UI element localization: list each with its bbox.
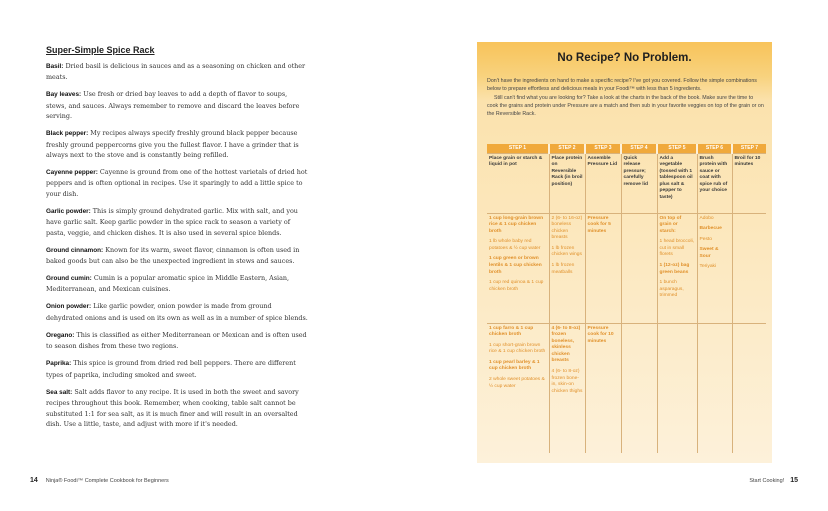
combination-option: Pressure cook for 10 minutes bbox=[587, 325, 614, 344]
combination-option: 1 lb frozen chicken wings bbox=[551, 245, 582, 258]
spice-description: Dried basil is delicious in sauces and as a seasoning on chicken and other meats. bbox=[46, 62, 306, 82]
combination-option: 1 head broccoli, cut in small florets bbox=[659, 239, 695, 258]
spice-description: This is classified as either Mediterranean or Mexican and is often used to season dishes from these two regions. bbox=[46, 330, 307, 351]
spice-name: Paprika: bbox=[46, 360, 72, 368]
spice-name: Black pepper: bbox=[46, 130, 89, 138]
step-header: STEP 5 bbox=[657, 144, 697, 153]
spice-entry bbox=[46, 206, 308, 238]
spice-name: Ground cumin: bbox=[46, 275, 92, 283]
book-title-footer: Ninja® Foodi™ Complete Cookbook for Beginners bbox=[45, 478, 169, 484]
spice-name: Cayenne pepper: bbox=[46, 169, 98, 177]
step-header: STEP 3 bbox=[585, 144, 621, 153]
combination-option: On top of grain or starch: bbox=[659, 215, 682, 234]
combination-option: 1 lb frozen meatballs bbox=[551, 263, 575, 275]
combination-cell bbox=[549, 323, 585, 453]
spice-entry bbox=[46, 301, 308, 323]
spice-entry bbox=[46, 358, 308, 380]
no-recipe-panel bbox=[477, 42, 772, 463]
combination-option: 1 cup pearl barley & 1 cup chicken broth bbox=[489, 359, 540, 372]
spice-name: Basil: bbox=[46, 63, 64, 70]
combination-cell bbox=[697, 213, 732, 323]
spice-description: This spice is ground from dried red bell peppers. There are different types of paprika, including smoked and sweet. bbox=[46, 359, 296, 379]
combination-cell bbox=[621, 323, 657, 453]
spice-name: Ground cinnamon: bbox=[46, 246, 104, 254]
combination-option: Teriyaki bbox=[699, 264, 717, 270]
step-instruction: Place protein on Reversible Rack (in broil position) bbox=[549, 153, 585, 213]
panel-title: No Recipe? No Problem. bbox=[557, 52, 692, 64]
spice-description: Known for its warm, sweet flavor, cinnamon is often used in baked goods but can also be the unexpected ingredient in stews and sauces. bbox=[46, 245, 300, 266]
steps-header-row bbox=[487, 144, 766, 153]
combination-option: 1 cup short-grain brown rice & 1 cup chicken broth bbox=[489, 342, 546, 355]
panel-intro bbox=[487, 77, 765, 118]
spice-description: Cayenne is ground from one of the hottest varietals of dried hot peppers and is often optional in recipes. Use it sparingly to add a little spice to your dish. bbox=[46, 168, 308, 198]
combination-row-1 bbox=[487, 213, 766, 323]
left-page-number: 14 bbox=[30, 477, 38, 484]
spice-description: Cumin is a popular aromatic spice in Middle Eastern, Asian, Mediterranean, and Mexican cuisines. bbox=[46, 274, 290, 294]
combination-option: Adobo bbox=[699, 215, 714, 221]
combination-cell bbox=[697, 323, 732, 453]
combination-option: 2 whole sweet potatoes & ½ cup water bbox=[489, 377, 545, 389]
combination-cell bbox=[621, 213, 657, 323]
combination-cell bbox=[585, 323, 621, 453]
combination-cell bbox=[487, 323, 549, 453]
step-instruction: Broil for 10 minutes bbox=[732, 153, 766, 213]
spice-entry bbox=[46, 273, 308, 295]
spice-entry bbox=[46, 167, 308, 199]
step-header: STEP 1 bbox=[487, 144, 549, 153]
spice-name: Bay leaves: bbox=[46, 91, 82, 99]
spice-name: Onion powder: bbox=[46, 303, 92, 311]
footer-right bbox=[749, 477, 798, 484]
combination-cell bbox=[657, 213, 697, 323]
spice-rack-title: Super-Simple Spice Rack bbox=[46, 45, 155, 55]
combination-option: 4 (6- to 8-oz) frozen boneless, skinless chicken breasts bbox=[551, 325, 581, 364]
spice-entry bbox=[46, 61, 308, 83]
combination-cell bbox=[585, 213, 621, 323]
spice-description: Salt adds flavor to any recipe. It is used in both the sweet and savory recipes throughout this book. Remember, when cooking, table salt cannot be substituted 1:1 for sea salt, as it is much finer and will result in an oversalted dish. Use a little, taste, and adjust with more if it's needed. bbox=[46, 387, 299, 428]
instructions-row bbox=[487, 153, 766, 213]
combination-option: 1 cup long-grain brown rice & 1 cup chicken broth bbox=[489, 215, 544, 234]
intro-paragraph-1: Don't have the ingredients on hand to make a specific recipe? I've got you covered. Follow the simple combinations below to prepare effortless and delicious meals in your Foodi™ with less than 5 ingredients. bbox=[487, 78, 757, 93]
footer-left bbox=[30, 477, 169, 484]
combination-cell bbox=[657, 323, 697, 453]
intro-paragraph-2: Still can't find what you are looking for? Take a look at the charts in the back of the book. Make sure the time to cook the grains and protein under Pressure are a match and then sub in your favorite veggies on top of the grain or on the Reversible Rack. bbox=[487, 94, 764, 118]
spice-description: Like garlic powder, onion powder is made from ground dehydrated onions and is used on its own as well as in a number of spice blends. bbox=[46, 302, 308, 322]
spice-name: Sea salt: bbox=[46, 388, 73, 396]
step-instruction: Place grain or starch & liquid in pot bbox=[487, 153, 549, 213]
step-instruction: Brush protein with sauce or coat with spice rub of your choice bbox=[697, 153, 732, 213]
step-header: STEP 2 bbox=[549, 144, 585, 153]
step-instruction: Add a vegetable (tossed with 1 tablespoon oil plus salt & pepper to taste) bbox=[657, 153, 697, 213]
combination-option: Pesto bbox=[699, 236, 713, 242]
combination-row-2 bbox=[487, 323, 766, 453]
spice-description: This is simply ground dehydrated garlic. Mix with salt, and you have garlic salt. Keep garlic powder in the spice rack to season a variety of pasta, veggie, and chicken dishes. It is also used in several spice blends. bbox=[46, 206, 298, 237]
combination-option: 1 cup green or brown lentils & 1 cup chicken broth bbox=[489, 256, 542, 275]
spice-name: Oregano: bbox=[46, 331, 75, 339]
combination-option: 1 cup farro & 1 cup chicken broth bbox=[489, 325, 534, 338]
spice-entry bbox=[46, 128, 308, 160]
section-title-footer: Start Cooking! bbox=[749, 478, 785, 484]
steps-table bbox=[487, 144, 766, 453]
combination-cell bbox=[732, 323, 766, 453]
step-header: STEP 6 bbox=[697, 144, 732, 153]
spice-list bbox=[46, 61, 308, 436]
combination-cell bbox=[549, 213, 585, 323]
spice-description: Use fresh or dried bay leaves to add a depth of flavor to soups, stews, and sauces. Always remember to remove and discard the leaves before serving. bbox=[46, 90, 300, 121]
combination-option: 1 bunch asparagus, trimmed bbox=[659, 280, 684, 299]
spice-entry bbox=[46, 89, 308, 121]
combination-option: 1 cup red quinoa & 1 cup chicken broth bbox=[489, 280, 544, 292]
combination-option: Sweet & Sour bbox=[699, 247, 719, 259]
spice-entry bbox=[46, 330, 308, 352]
spice-entry bbox=[46, 387, 308, 430]
combination-cell bbox=[732, 213, 766, 323]
spice-description: My recipes always specify freshly ground black pepper because freshly ground peppercorns give you the fullest flavor. I have a grinder that is always next to the stove and is constantly being refilled. bbox=[46, 129, 299, 160]
spice-name: Garlic powder: bbox=[46, 207, 91, 215]
combination-option: 1 (12-oz) bag green beans bbox=[659, 263, 690, 275]
combination-option: 2 (6- to 16-oz) boneless chicken breasts bbox=[551, 215, 583, 241]
step-header: STEP 7 bbox=[732, 144, 766, 153]
combination-option: 1 lb whole baby red potatoes & ½ cup water bbox=[489, 239, 541, 251]
combination-cell bbox=[487, 213, 549, 323]
step-instruction: Quick release pressure; carefully remove lid bbox=[621, 153, 657, 213]
combination-option: 4 (6- to 8-oz) frozen bone-in, skin-on chicken thighs bbox=[551, 369, 583, 394]
step-header: STEP 4 bbox=[621, 144, 657, 153]
spice-entry bbox=[46, 245, 308, 267]
combination-option: Pressure cook for 5 minutes bbox=[587, 215, 611, 234]
combination-option: Barbecue bbox=[699, 226, 722, 232]
step-instruction: Assemble Pressure Lid bbox=[585, 153, 621, 213]
right-page-number: 15 bbox=[790, 477, 798, 484]
